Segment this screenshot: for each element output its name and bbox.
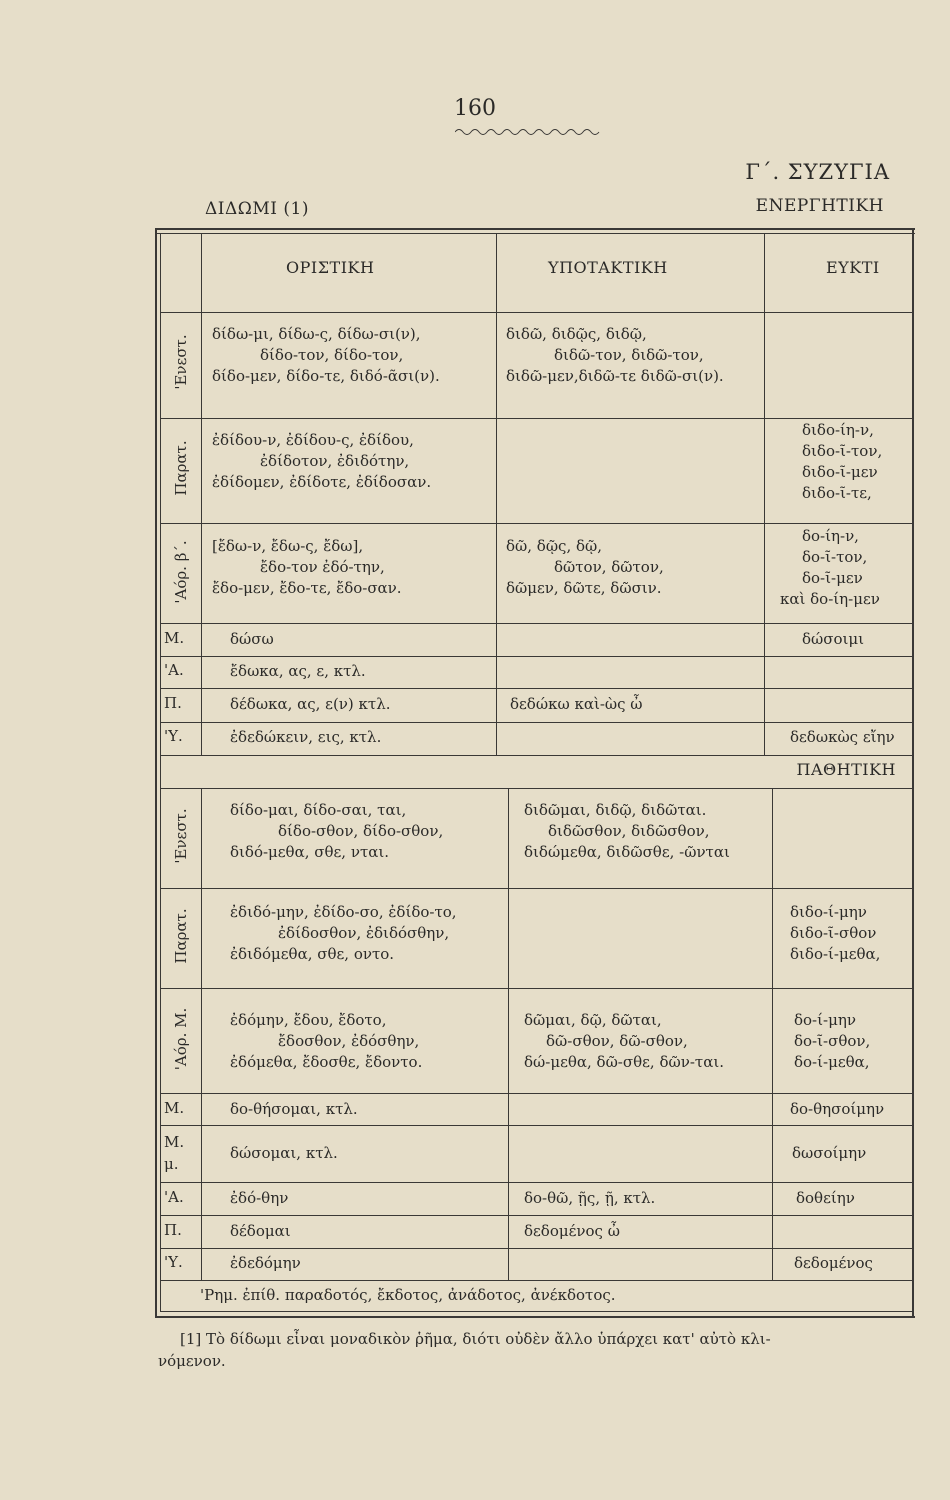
column-header-indicative: ΟΡΙΣΤΙΚΗ — [286, 258, 375, 277]
verb-title: ΔΙΔΩΜΙ (1) — [205, 199, 309, 219]
passive-future-mm-optative: δωσοίμην — [792, 1144, 867, 1162]
active-imperfect-optative: διδο-ίη-ν, διδο-ῖ-τον, διδο-ῖ-μεν διδο-ῖ-τε, — [802, 421, 883, 502]
row-label-present: 'Ενεστ. — [172, 334, 190, 390]
footnote-continuation: νόμενον. — [158, 1352, 226, 1370]
passive-row-label-pluperfect: 'Υ. — [164, 1253, 183, 1271]
active-pluperfect-optative: δεδωκὼς εἴην — [790, 728, 895, 746]
row-label-future: Μ. — [164, 629, 185, 647]
row-label-aorist1: 'Α. — [164, 661, 184, 679]
passive-perfect-indicative: δέδομαι — [230, 1222, 291, 1240]
passive-future-mm-indicative: δώσομαι, κτλ. — [230, 1144, 338, 1162]
passive-aorist-middle-indicative: ἐδόμην, ἔδου, ἔδοτο, ἔδοσθον, ἐδόσθην, ἐδόμεθα, ἔδοσθε, ἔδοντο. — [230, 1011, 423, 1071]
active-aorist1-indicative: ἔδωκα, ας, ε, κτλ. — [230, 662, 366, 680]
passive-pluperfect-optative: δεδομένος — [794, 1254, 873, 1272]
passive-imperfect-indicative: ἐδιδό-μην, ἐδίδο-σο, ἐδίδο-το, ἐδίδοσθον, ἐδιδόσθην, ἐδιδόμεθα, σθε, οντο. — [230, 903, 457, 963]
voice-passive-label: ΠΑΘΗΤΙΚΗ — [796, 760, 896, 779]
active-present-subjunctive: διδῶ, διδῷς, διδῷ, διδῶ-τον, διδῶ-τον, διδῶ-μεν,διδῶ-τε διδῶ-σι(ν). — [506, 325, 724, 385]
passive-aorist1-optative: δοθείην — [796, 1189, 855, 1207]
active-present-indicative: δίδω-μι, δίδω-ς, δίδω-σι(ν), δίδο-τον, δίδο-τον, δίδο-μεν, δίδο-τε, διδό-ᾶσι(ν). — [212, 325, 440, 385]
voice-active-label: ΕΝΕΡΓΗΤΙΚΗ — [755, 196, 884, 216]
row-label-pluperfect: 'Υ. — [164, 727, 183, 745]
active-aorist2-optative: δο-ίη-ν, δο-ῖ-τον, δο-ῖ-μεν καὶ δο-ίη-μεν — [780, 527, 880, 608]
passive-perfect-subjunctive: δεδομένος ὦ — [524, 1222, 620, 1240]
wavy-ornament — [455, 127, 605, 137]
row-label-imperfect: Παρατ. — [172, 440, 190, 496]
footnote: [1] Τὸ δίδωμι εἶναι μοναδικὸν ῥῆμα, διότι οὐδὲν ἄλλο ὑπάρχει κατ' αὐτὸ κλι- — [180, 1330, 771, 1348]
passive-row-label-present: 'Ενεστ. — [172, 808, 190, 864]
active-perfect-subjunctive: δεδώκω καὶ-ὼς ὦ — [510, 695, 643, 713]
verbal-adjectives: 'Ρημ. ἐπίθ. παραδοτός, ἔκδοτος, ἀνάδοτος, ἀνέκδοτος. — [200, 1286, 616, 1304]
active-pluperfect-indicative: ἐδεδώκειν, εις, κτλ. — [230, 728, 382, 746]
page-number: 160 — [454, 96, 496, 121]
column-header-subjunctive: ΥΠΟΤΑΚΤΙΚΗ — [548, 258, 668, 277]
passive-aorist1-indicative: ἐδό-θην — [230, 1189, 289, 1207]
passive-aorist-middle-subjunctive: δῶμαι, δῷ, δῶται, δῶ-σθον, δῶ-σθον, δώ-μεθα, δῶ-σθε, δῶν-ται. — [524, 1011, 724, 1071]
section-title: Γ΄. ΣΥΖΥΓΙΑ — [745, 160, 890, 184]
active-aorist2-indicative: [ἔδω-ν, ἔδω-ς, ἔδω], ἔδο-τον ἐδό-την, ἔδο-μεν, ἔδο-τε, ἔδο-σαν. — [212, 537, 402, 597]
passive-row-label-aorist1: 'Α. — [164, 1188, 184, 1206]
passive-row-label-perfect: Π. — [164, 1221, 182, 1239]
active-imperfect-indicative: ἐδίδου-ν, ἐδίδου-ς, ἐδίδου, ἐδίδοτον, ἐδιδότην, ἐδίδομεν, ἐδίδοτε, ἐδίδοσαν. — [212, 431, 432, 491]
passive-future-middle-indicative: δο-θήσομαι, κτλ. — [230, 1100, 358, 1118]
passive-aorist1-subjunctive: δο-θῶ, ῇς, ῇ, κτλ. — [524, 1189, 656, 1207]
passive-pluperfect-indicative: ἐδεδόμην — [230, 1254, 301, 1272]
passive-future-middle-optative: δο-θησοίμην — [790, 1100, 885, 1118]
passive-row-label-future-middle: Μ. — [164, 1099, 185, 1117]
active-future-indicative: δώσω — [230, 630, 274, 648]
passive-aorist-middle-optative: δο-ί-μην δο-ῖ-σθον, δο-ί-μεθα, — [794, 1011, 871, 1071]
passive-present-subjunctive: διδῶμαι, διδῷ, διδῶται. διδῶσθον, διδῶσθον, διδώμεθα, διδῶσθε, -ῶνται — [524, 801, 730, 861]
column-header-optative: ΕΥΚΤΙ — [826, 258, 880, 277]
passive-present-indicative: δίδο-μαι, δίδο-σαι, ται, δίδο-σθον, δίδο-σθον, διδό-μεθα, σθε, νται. — [230, 801, 444, 861]
passive-imperfect-optative: διδο-ί-μην διδο-ῖ-σθον διδο-ί-μεθα, — [790, 903, 881, 963]
active-perfect-indicative: δέδωκα, ας, ε(ν) κτλ. — [230, 695, 391, 713]
row-label-perfect: Π. — [164, 694, 182, 712]
active-future-optative: δώσοιμι — [802, 630, 865, 648]
passive-row-label-future-mm: Μ. μ. — [164, 1133, 185, 1173]
passive-row-label-aorist-middle: 'Αόρ. Μ. — [172, 1007, 190, 1071]
passive-row-label-imperfect: Παρατ. — [172, 908, 190, 964]
row-label-aorist2: 'Αόρ. β΄. — [172, 540, 190, 604]
active-aorist2-subjunctive: δῶ, δῷς, δῷ, δῶτον, δῶτον, δῶμεν, δῶτε, δῶσιν. — [506, 537, 664, 597]
